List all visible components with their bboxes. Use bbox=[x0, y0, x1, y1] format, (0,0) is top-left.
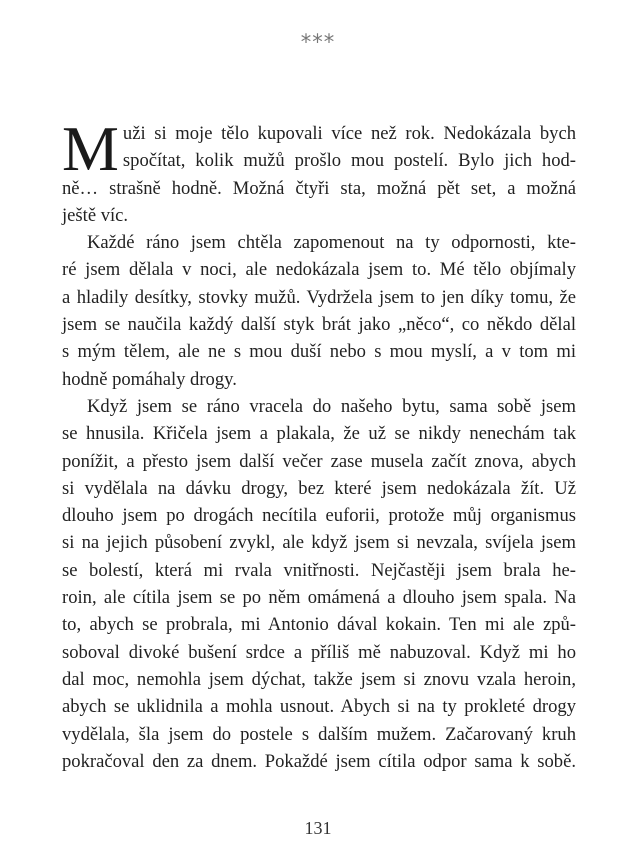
page-number: 131 bbox=[304, 818, 332, 838]
text-line: ponížit, a přesto jsem další večer zase musela začít znova, abych bbox=[62, 450, 576, 472]
text-line: hodně pomáhaly drogy. bbox=[62, 368, 237, 390]
text-line: a hladily desítky, stovky mužů. Vydržela jsem to jen díky tomu, že bbox=[62, 286, 576, 308]
text-line: roin, ale cítila jsem se po něm omámená a dlouho jsem spala. Na bbox=[62, 587, 576, 609]
paragraph-2 bbox=[62, 229, 576, 393]
text-line: ještě víc. bbox=[62, 204, 129, 226]
body-text bbox=[62, 113, 576, 775]
text-line: pokračoval den za dnem. Pokaždé jsem cítila odpor sama k sobě. bbox=[62, 750, 576, 772]
paragraph-1 bbox=[62, 113, 576, 229]
text-line: uži si moje tělo kupovali více než rok. Nedokázala bych bbox=[122, 123, 576, 144]
text-line: spočítat, kolik mužů prošlo mou postelí. Bylo jich hod- bbox=[122, 150, 576, 172]
text-line: abych se uklidnila a mohla usnout. Abych si na ty prokleté drogy bbox=[62, 696, 576, 718]
paragraph-3 bbox=[62, 393, 576, 775]
text-line: se hnusila. Křičela jsem a plakala, že už se nikdy nenechám tak bbox=[62, 423, 576, 445]
text-line: si vydělala na dávku drogy, bez které jsem nedokázala žít. Už bbox=[62, 477, 576, 499]
section-separator: *** bbox=[300, 30, 336, 54]
text-line: se bolestí, která mi rvala vnitřnosti. Nejčastěji jsem brala he- bbox=[62, 559, 576, 581]
text-line: vydělala, šla jsem do postele s dalším mužem. Začarovaný kruh bbox=[62, 723, 576, 745]
text-line: to, abych se probrala, mi Antonio dával kokain. Ten mi ale způ- bbox=[62, 614, 576, 636]
text-line: dal moc, nemohla jsem dýchat, takže jsem si znovu vzala heroin, bbox=[62, 668, 576, 690]
text-line: si na jejich působení zvykl, ale když jsem si nevzala, svíjela jsem bbox=[62, 532, 576, 554]
text-line: dlouho jsem po drogách necítila euforii, protože můj organismus bbox=[62, 505, 576, 527]
text-line: s mým tělem, ale ne s mou duší nebo s mou myslí, a v tom mi bbox=[62, 341, 576, 363]
text-line: ré jsem dělala v noci, ale nedokázala jsem to. Mé tělo objímaly bbox=[62, 259, 576, 281]
drop-cap: M bbox=[62, 113, 119, 184]
text-line: jsem se naučila každý další styk brát jako „něco“, co někdo dělal bbox=[62, 314, 576, 336]
text-line: ně… strašně hodně. Možná čtyři sta, možná pět set, a možná bbox=[62, 177, 576, 199]
text-line: Každé ráno jsem chtěla zapomenout na ty odpornosti, kte- bbox=[87, 232, 576, 254]
text-line: soboval divoké bušení srdce a příliš mě nabuzoval. Když mi ho bbox=[62, 641, 576, 663]
text-line: Když jsem se ráno vracela do našeho bytu, sama sobě jsem bbox=[87, 395, 576, 417]
